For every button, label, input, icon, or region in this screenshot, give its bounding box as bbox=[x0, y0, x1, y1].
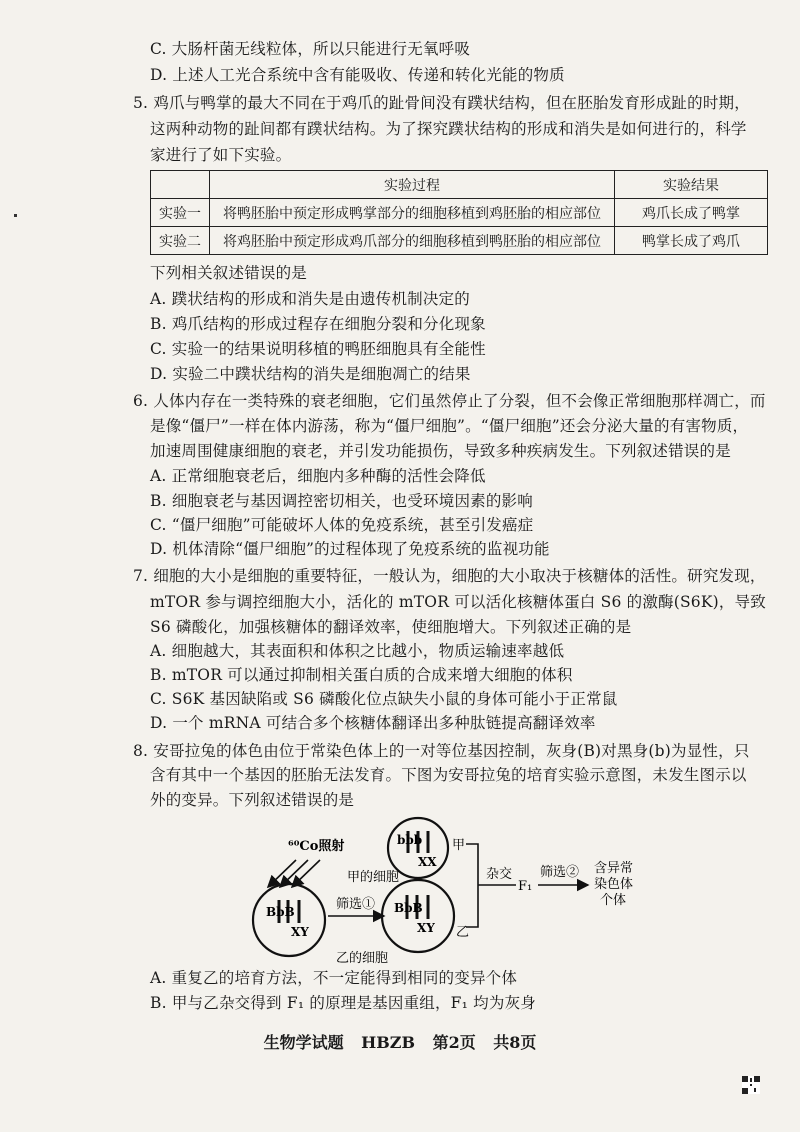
result-line2: 染色体 bbox=[594, 877, 634, 892]
yi-cell-label: 乙的细胞 bbox=[336, 951, 389, 965]
cell-sex-chromosomes: XY bbox=[291, 925, 309, 939]
cell-genes: BbB bbox=[394, 901, 423, 915]
q5-stem-line1: 5. 鸡爪与鸭掌的最大不同在于鸡爪的趾骨间没有蹼状结构，但在胚胎发育形成趾的时期， bbox=[133, 94, 750, 112]
q4-option-c: C. 大肠杆菌无线粒体，所以只能进行无氧呼吸 bbox=[150, 40, 471, 58]
q6-option-d: D. 机体清除“僵尸细胞”的过程体现了免疫系统的监视功能 bbox=[150, 540, 550, 558]
table-row bbox=[151, 227, 768, 255]
q7-stem-line1: 7. 细胞的大小是细胞的重要特征，一般认为，细胞的大小取决于核糖体的活性。研究发现， bbox=[133, 567, 766, 585]
q8-stem-line2: 含有其中一个基因的胚胎无法发育。下图为安哥拉兔的培育实验示意图，未发生图示以 bbox=[150, 766, 747, 784]
footer-total: 共8页 bbox=[493, 1033, 537, 1052]
page-footer bbox=[0, 1030, 800, 1053]
qr-code-icon bbox=[742, 1076, 760, 1094]
screen2-label: 筛选② bbox=[540, 865, 580, 880]
q6-stem-line1: 6. 人体内存在一类特殊的衰老细胞，它们虽然停止了分裂，但不会像正常细胞那样凋亡，而 bbox=[133, 392, 766, 410]
q7-stem-line2: mTOR 参与调控细胞大小，活化的 mTOR 可以活化核糖体蛋白 S6 的激酶(S6K)，导致 bbox=[150, 593, 766, 611]
q6-option-a: A. 正常细胞衰老后，细胞内多种酶的活性会降低 bbox=[150, 467, 486, 485]
q8-option-b: B. 甲与乙杂交得到 F₁ 的原理是基因重组，F₁ 均为灰身 bbox=[150, 994, 536, 1012]
radiation-arrow bbox=[268, 860, 296, 887]
q7-option-b: B. mTOR 可以通过抑制相关蛋白质的合成来增大细胞的体积 bbox=[150, 666, 573, 684]
q8-stem-line1: 8. 安哥拉兔的体色由位于常染色体上的一对等位基因控制，灰身(B)对黑身(b)为显性，只 bbox=[133, 742, 750, 760]
row-name: 实验二 bbox=[151, 227, 210, 255]
q7-stem-line3: S6 磷酸化，加强核糖体的翻译效率，使细胞增大。下列叙述正确的是 bbox=[150, 618, 632, 636]
screen1-label: 筛选① bbox=[336, 897, 376, 912]
q7-option-c: C. S6K 基因缺陷或 S6 磷酸化位点缺失小鼠的身体可能小于正常鼠 bbox=[150, 690, 618, 708]
breeding-diagram bbox=[0, 815, 800, 965]
experiment-table bbox=[150, 170, 768, 255]
q7-option-d: D. 一个 mRNA 可结合多个核糖体翻译出多种肽链提高翻译效率 bbox=[150, 714, 596, 732]
q7-option-a: A. 细胞越大，其表面积和体积之比越小，物质运输速率越低 bbox=[150, 642, 565, 660]
table-header-blank bbox=[151, 171, 210, 199]
row-result: 鸭掌长成了鸡爪 bbox=[615, 227, 768, 255]
table-header-result: 实验结果 bbox=[615, 171, 768, 199]
result-line3: 个体 bbox=[600, 893, 627, 908]
q4-option-d: D. 上述人工光合系统中含有能吸收、传递和转化光能的物质 bbox=[150, 66, 565, 84]
q6-stem-line3: 加速周围健康细胞的衰老，并引发功能损伤，导致多种疾病发生。下列叙述错误的是 bbox=[150, 442, 731, 460]
radiation-arrow bbox=[292, 860, 320, 887]
q5-option-d: D. 实验二中蹼状结构的消失是细胞凋亡的结果 bbox=[150, 365, 471, 383]
irradiation-label: ⁶⁰Co照射 bbox=[288, 839, 345, 854]
q6-stem-line2: 是像“僵尸”一样在体内游荡，称为“僵尸细胞”。“僵尸细胞”还会分泌大量的有害物质， bbox=[150, 417, 749, 435]
f1-label: F₁ bbox=[518, 879, 533, 894]
q5-prompt: 下列相关叙述错误的是 bbox=[150, 264, 308, 282]
table-row bbox=[151, 199, 768, 227]
q5-option-b: B. 鸡爪结构的形成过程存在细胞分裂和分化现象 bbox=[150, 315, 486, 333]
cell-genes: bbb bbox=[397, 833, 423, 847]
scan-mark bbox=[14, 214, 17, 217]
cross-label: 杂交 bbox=[486, 867, 513, 882]
q5-stem-line2: 这两种动物的趾间都有蹼状结构。为了探究蹼状结构的形成和消失是如何进行的，科学 bbox=[150, 120, 747, 138]
table-header-row bbox=[151, 171, 768, 199]
jia-cell-label: 甲的细胞 bbox=[347, 870, 400, 885]
cell-sex-chromosomes: XY bbox=[417, 921, 435, 935]
footer-page: 第2页 bbox=[432, 1033, 476, 1052]
q6-option-c: C. “僵尸细胞”可能破坏人体的免疫系统，甚至引发癌症 bbox=[150, 516, 534, 534]
cross-bracket bbox=[466, 844, 478, 927]
q8-stem-line3: 外的变异。下列叙述错误的是 bbox=[150, 791, 355, 809]
jia-label: 甲 bbox=[452, 838, 466, 853]
cell-sex-chromosomes: XX bbox=[418, 855, 437, 869]
yi-label: 乙 bbox=[456, 925, 470, 940]
q5-option-a: A. 蹼状结构的形成和消失是由遗传机制决定的 bbox=[150, 290, 470, 308]
table-header-process: 实验过程 bbox=[210, 171, 615, 199]
result-line1: 含异常 bbox=[594, 861, 634, 876]
row-name: 实验一 bbox=[151, 199, 210, 227]
q6-option-b: B. 细胞衰老与基因调控密切相关，也受环境因素的影响 bbox=[150, 492, 533, 510]
cell-genes: BbB bbox=[266, 905, 295, 919]
radiation-arrow bbox=[280, 860, 308, 887]
footer-code: HBZB bbox=[361, 1033, 415, 1052]
footer-subject: 生物学试题 bbox=[263, 1033, 344, 1052]
row-process: 将鸡胚胎中预定形成鸡爪部分的细胞移植到鸭胚胎的相应部位 bbox=[210, 227, 615, 255]
q5-stem-line3: 家进行了如下实验。 bbox=[150, 146, 292, 164]
row-process: 将鸭胚胎中预定形成鸭掌部分的细胞移植到鸡胚胎的相应部位 bbox=[210, 199, 615, 227]
q8-option-a: A. 重复乙的培育方法，不一定能得到相同的变异个体 bbox=[150, 969, 518, 987]
q5-option-c: C. 实验一的结果说明移植的鸭胚细胞具有全能性 bbox=[150, 340, 486, 358]
row-result: 鸡爪长成了鸭掌 bbox=[615, 199, 768, 227]
